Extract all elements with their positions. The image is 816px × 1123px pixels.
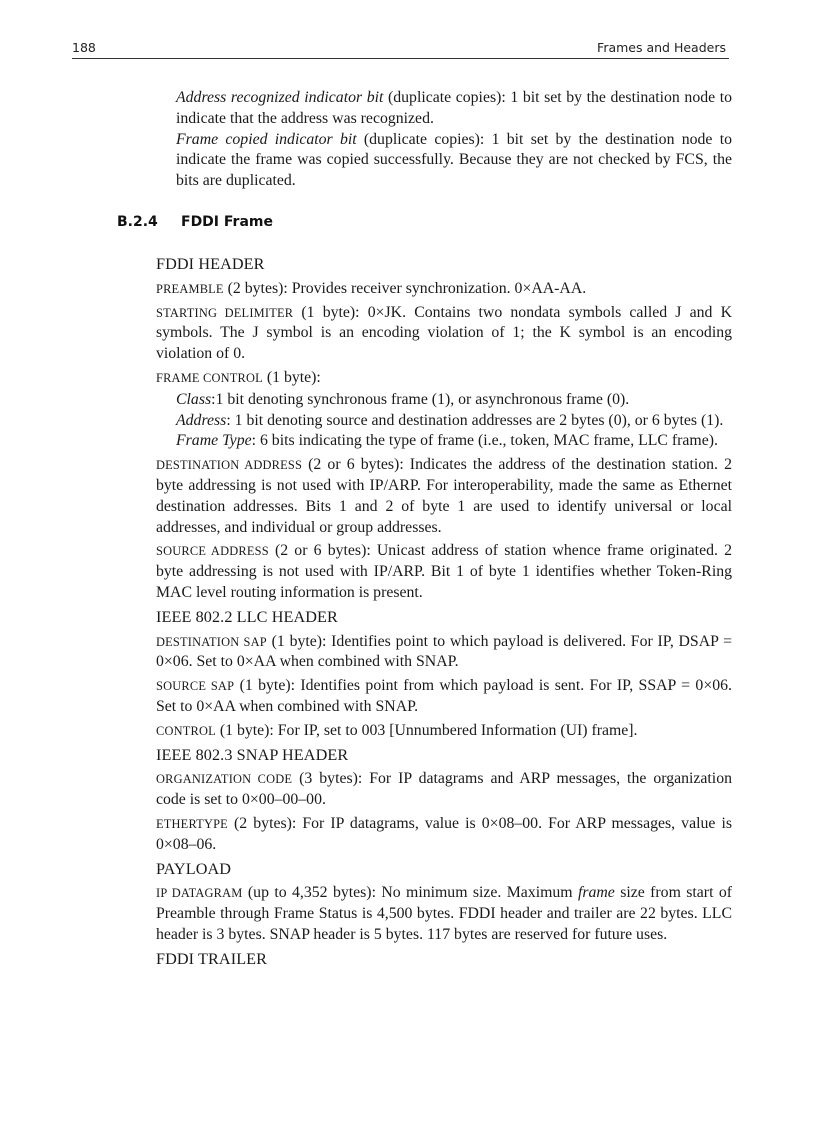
field-text: (1 byte): Identifies point to which payload is delivered. For IP, DSAP = 0×06. Set to 0×AA when combined with SNAP. (156, 632, 733, 671)
fc-frame-type (176, 431, 732, 452)
fc-label: Frame Type (176, 432, 252, 450)
page-number: 188 (72, 40, 96, 55)
field-text: (2 or 6 bytes): Indicates the address of the destination station. 2 byte addressing is not used with IP/ARP. For interoperability, made the same as Ethernet destination addresses. Bits 1 and 2 of byte 1 are used to identify universal or local addresses, and individual or group addresses. (156, 456, 733, 536)
field-ethertype (156, 814, 732, 856)
snap-header-heading: IEEE 802.3 SNAP HEADER (156, 745, 349, 764)
fddi-header-heading: FDDI HEADER (156, 255, 265, 273)
field-starting-delimiter (156, 303, 732, 365)
frame-fields (156, 254, 732, 974)
field-name: ORGANIZATION CODE (156, 772, 293, 787)
field-text: (1 byte): 0×JK. Contains two nondata symbols called J and K symbols. The J symbol is an encoding violation of 1; the K symbol is an encoding violation of 0. (156, 303, 732, 363)
field-name: PREAMBLE (156, 281, 224, 296)
llc-header-heading: IEEE 802.2 LLC HEADER (156, 607, 338, 626)
field-address-recognized (176, 88, 732, 130)
field-organization-code (156, 769, 732, 811)
field-text: (duplicate copies): 1 bit set by the destination node to indicate the frame was copied successfully. Because they are not checked by FCS, the bits are duplicated. (176, 130, 732, 190)
field-term: Frame copied indicator bit (176, 130, 357, 148)
field-name: FRAME CONTROL (156, 370, 263, 385)
field-text: (1 byte): For IP, set to 003 [Unnumbered Information (UI) frame]. (215, 721, 638, 739)
fc-text: :1 bit denoting synchronous frame (1), or asynchronous frame (0). (211, 390, 630, 408)
field-name: IP DATAGRAM (156, 886, 243, 901)
fc-text: : 6 bits indicating the type of frame (i.e., token, MAC frame, LLC frame). (251, 432, 718, 450)
field-frame-copied (176, 130, 732, 192)
field-name: SOURCE SAP (156, 679, 235, 694)
field-ip-datagram (156, 883, 732, 945)
fc-address (176, 411, 732, 432)
field-text: size from start of Preamble through Frame Status is 4,500 bytes. FDDI header and trailer are 22 bytes. LLC header is 3 bytes. SNAP header is 5 bytes. 117 bytes are reserved for future uses. (156, 884, 732, 943)
section-number: B.2.4 (117, 214, 158, 230)
fc-label: Class (176, 390, 212, 408)
payload-heading: PAYLOAD (156, 859, 232, 878)
field-destination-address (156, 455, 732, 538)
field-name: DESTINATION SAP (156, 634, 267, 649)
field-name: DESTINATION ADDRESS (156, 458, 303, 473)
section-heading (117, 214, 273, 230)
intro-fields (176, 88, 732, 192)
fc-text: : 1 bit denoting source and destination addresses are 2 bytes (0), or 6 bytes (1). (226, 411, 724, 429)
field-text: (2 bytes): Provides receiver synchronization. 0×AA-AA. (223, 279, 587, 297)
section-title: FDDI Frame (181, 214, 273, 230)
field-text: (up to 4,352 bytes): No minimum size. Maximum (242, 884, 578, 902)
field-source-sap (156, 676, 732, 718)
field-text: (3 bytes): For IP datagrams and ARP messages, the organization code is set to 0×00–00–00. (156, 770, 732, 809)
field-destination-sap (156, 632, 732, 674)
field-text: (2 or 6 bytes): Unicast address of station whence frame originated. 2 byte addressing is not used with IP/ARP. Bit 1 of byte 1 identifies whether Token-Ring MAC level routing information is present. (156, 542, 732, 601)
field-name: CONTROL (156, 723, 216, 738)
field-text: (2 bytes): For IP datagrams, value is 0×08–00. For ARP messages, value is 0×08–06. (156, 814, 732, 853)
running-title: Frames and Headers (597, 40, 726, 55)
field-text: (duplicate copies): 1 bit set by the destination node to indicate that the address was recognized. (176, 89, 732, 127)
field-name: SOURCE ADDRESS (156, 544, 269, 559)
field-frame-control (156, 368, 732, 389)
fc-label: Address (176, 411, 227, 429)
fc-class (176, 390, 732, 411)
fddi-trailer-heading: FDDI TRAILER (156, 949, 268, 968)
field-emphasis: frame (577, 884, 615, 902)
field-preamble (156, 279, 732, 300)
field-term: Address recognized indicator bit (176, 89, 384, 106)
field-control (156, 721, 732, 742)
field-name: ETHERTYPE (156, 816, 228, 831)
running-head (72, 40, 729, 59)
field-text: (1 byte): Identifies point from which payload is sent. For IP, SSAP = 0×06. Set to 0×AA when combined with SNAP. (156, 677, 732, 715)
field-name: STARTING DELIMITER (156, 305, 294, 320)
field-text: (1 byte): (262, 368, 321, 386)
field-source-address (156, 541, 732, 603)
